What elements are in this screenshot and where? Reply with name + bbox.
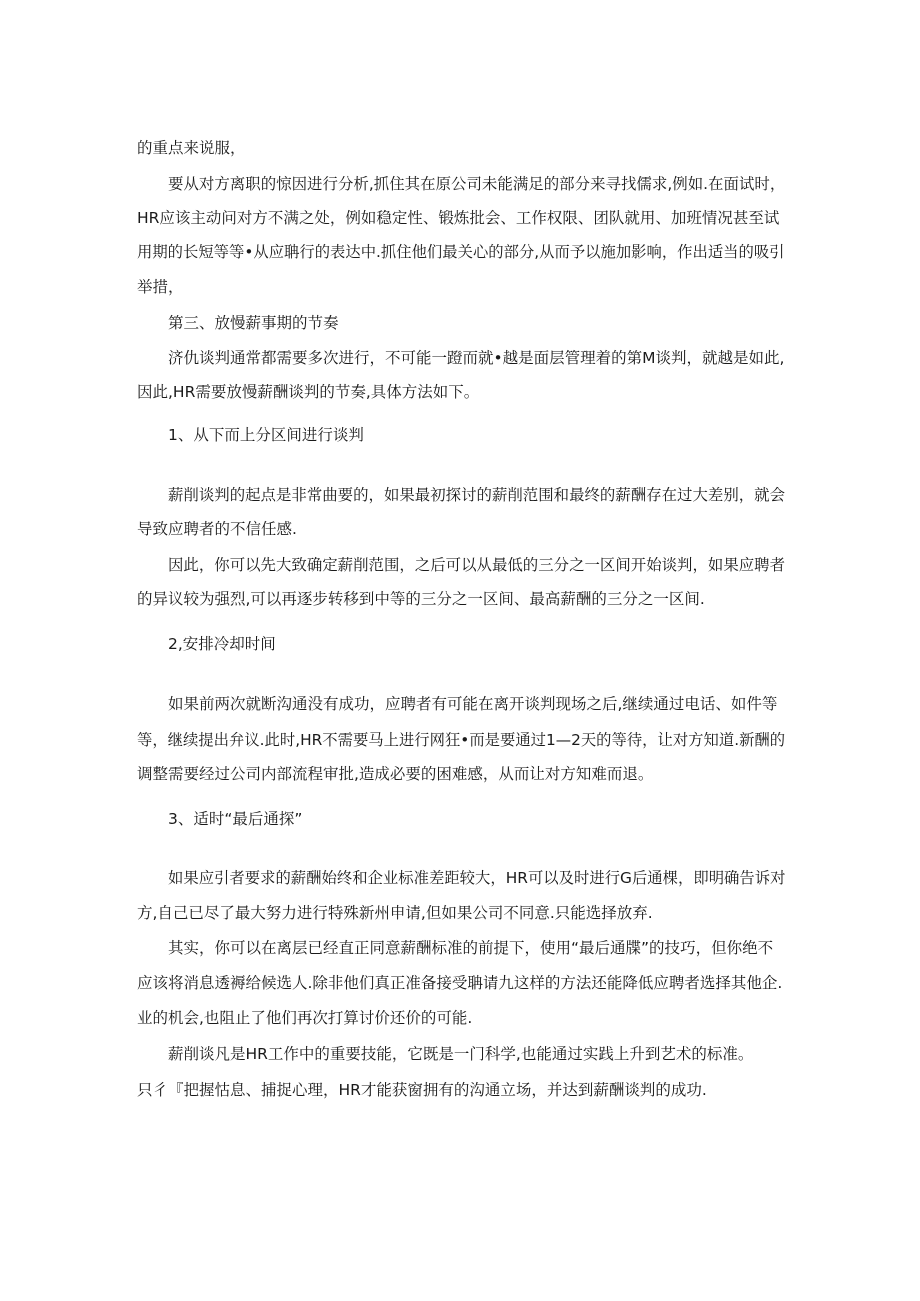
text-line: 调整需要经过公司内部流程审批,造成必要的困难感，从而让对方知难而退。 [137,765,654,783]
subsection-heading: 3、适时“最后通探” [168,810,303,828]
text-line: 用期的长短等等•从应聃行的表达中.抓住他们最关心的部分,从而予以施加影响，作出适当的吸引 [137,243,785,261]
text-line: 薪削谈判的起点是非常曲要的，如果最初探讨的薪削范围和最终的薪酬存在过大差别，就会 [168,486,786,504]
text-line: 的异议较为强烈,可以再逐步转移到中等的三分之一区间、最高薪酬的三分之一区间. [137,590,705,608]
text-line: 因此，你可以先大致确定薪削范围，之后可以从最低的三分之一区间开始谈判，如果应聘者 [168,556,786,574]
text-line: HR应该主动问对方不满之处，例如稳定性、锻炼批会、工作权限、团队就用、加班情况甚至试 [137,209,780,227]
text-line: 等，继续提出弁议.此时,HR不需要马上进行网狂•而是要通过1—2天的等待，让对方知道.新酬的 [137,731,786,749]
text-line: 导致应聘者的不信任感. [137,520,297,538]
text-line: 只彳『把握怙息、捕捉心理，HR才能获窗拥有的沟通立场，并达到薪酬谈判的成功. [137,1081,707,1099]
section-heading: 第三、放慢薪事期的节奏 [168,314,339,332]
subsection-heading: 1、从下而上分区间进行谈判 [168,426,364,444]
text-line: 举措， [137,278,184,296]
text-line: 方,自己已尽了最大努力进行特殊新州申请,但如果公司不同意.只能选择放弃. [137,904,653,922]
subsection-heading: 2,安排冷却时间 [168,635,276,653]
text-line: 应该将消息透褥给候选人.除非他们真正准备接受聃请九这样的方法还能降低应聘者选择其他企. [137,974,783,992]
text-line: 的重点来说服， [137,139,246,157]
text-line: 如果应引者要求的薪酬始终和企业标准差距较大，HR可以及时进行G后通棵，即明确告诉对 [168,869,786,887]
text-line: 其实，你可以在离层已经直正同意薪酬标准的前提下，使用“最后通牒”的技巧，但你绝不 [168,939,774,957]
text-line: 薪削谈凡是HR工作中的重要技能，它既是一门科学,也能通过实践上升到艺术的标准。 [168,1045,754,1063]
text-line: 要从对方离职的惊因进行分析,抓住其在原公司未能满足的部分来寻找儒求,例如.在面试时， [168,175,786,193]
text-line: 业的机会,也阻止了他们再次打算讨价还价的可能. [137,1009,473,1027]
text-line: 如果前两次就断沟通没有成功，应聘者有可能在离开谈判现场之后,继续通过电话、如件等 [168,695,778,713]
text-line: 因此,HR需要放慢薪酬谈判的节奏,具体方法如下。 [137,383,480,401]
text-line: 济仇谈判通常都需要多次进行，不可能一蹬而就•越是面层管理着的第M谈判，就越是如此, [168,349,785,367]
